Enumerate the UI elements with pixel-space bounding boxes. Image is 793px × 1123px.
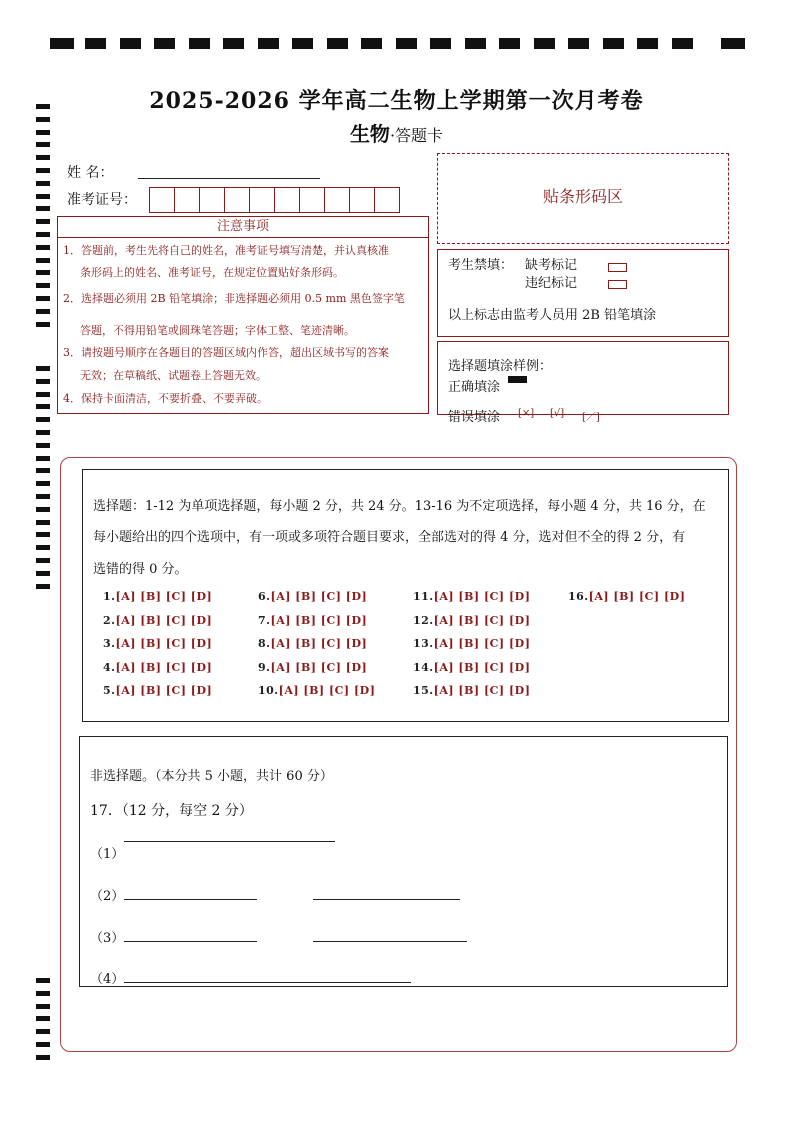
question-number: 13.: [413, 637, 434, 651]
timing-mark-top: [223, 38, 244, 49]
timing-mark-left: [36, 1042, 50, 1047]
exam-id-boxes[interactable]: [150, 187, 400, 213]
answer-options[interactable]: [A] [B] [C] [D]: [115, 684, 213, 698]
top-timing-marks: [50, 38, 745, 50]
exam-id-label: 准考证号：: [67, 192, 137, 208]
timing-mark-top: [292, 38, 313, 49]
timing-mark-top: [189, 38, 210, 49]
choice-question-item[interactable]: [258, 661, 367, 674]
timing-mark-left: [36, 584, 50, 589]
subtitle-dot: ·: [389, 126, 396, 145]
exam-id-digit-box[interactable]: [149, 187, 175, 213]
exam-marks-box: [437, 249, 729, 337]
timing-mark-left: [36, 219, 50, 224]
choice-question-item[interactable]: [413, 590, 530, 603]
choice-instruction-3: 选错的得 0 分。: [93, 562, 188, 577]
choice-question-item[interactable]: [568, 590, 685, 603]
timing-mark-left: [36, 520, 50, 525]
timing-mark-top: [50, 38, 74, 49]
timing-mark-top: [154, 38, 175, 49]
question-number: 1.: [103, 590, 116, 603]
page-title: 2025-2026 学年高二生物上学期第一次月考卷: [149, 88, 644, 114]
question-number: 15.: [413, 684, 434, 698]
timing-mark-left: [36, 545, 50, 550]
timing-mark-left: [36, 417, 50, 422]
page-subtitle: [0, 118, 793, 147]
answer-options[interactable]: [A] [B] [C] [D]: [270, 637, 368, 651]
timing-mark-left: [36, 155, 50, 160]
timing-mark-top: [396, 38, 417, 49]
answer-options[interactable]: [A] [B] [C] [D]: [115, 613, 213, 627]
answer-options[interactable]: [A] [B] [C] [D]: [588, 590, 686, 603]
timing-mark-left: [36, 481, 50, 486]
answer-card-label: 答题卡: [395, 126, 444, 145]
timing-mark-top: [568, 38, 589, 49]
timing-mark-left: [36, 168, 50, 173]
absent-mark-box[interactable]: [608, 263, 627, 272]
correct-fill-sample: [508, 376, 527, 383]
wrong-fill-sample-x: [×]: [518, 408, 535, 419]
choice-question-item[interactable]: [413, 661, 530, 674]
nonchoice-header: 非选择题。（本分共 5 小题，共计 60 分）: [90, 769, 333, 784]
question-number: 6.: [258, 590, 271, 603]
part-1-answer-line[interactable]: [124, 841, 335, 842]
notice-item-4: 4．保持卡面清洁，不要折叠、不要弄破。: [63, 392, 268, 405]
part-4-answer-line[interactable]: [124, 982, 411, 983]
answer-options[interactable]: [A] [B] [C] [D]: [270, 660, 368, 674]
choice-question-item[interactable]: [103, 684, 212, 697]
question-number: 14.: [413, 660, 434, 674]
timing-mark-left: [36, 232, 50, 237]
timing-mark-top: [465, 38, 486, 49]
answer-options[interactable]: [A] [B] [C] [D]: [433, 590, 531, 603]
violation-mark-box[interactable]: [608, 280, 627, 289]
part-3-answer-line-a[interactable]: [124, 941, 257, 942]
timing-mark-top: [361, 38, 382, 49]
choice-question-item[interactable]: [103, 661, 212, 674]
choice-question-item[interactable]: [103, 637, 212, 650]
timing-mark-top: [258, 38, 279, 49]
name-label: 姓 名：: [67, 165, 114, 181]
exam-id-digit-box[interactable]: [174, 187, 200, 213]
exam-id-digit-box[interactable]: [374, 187, 400, 213]
exam-id-digit-box[interactable]: [224, 187, 250, 213]
answer-options[interactable]: [A] [B] [C] [D]: [278, 684, 376, 698]
answer-options[interactable]: [A] [B] [C] [D]: [270, 590, 368, 603]
question-number: 16.: [568, 590, 589, 603]
notice-item-2-cont: 答题，不得用铅笔或圆珠笔答题；字体工整、笔迹清晰。: [80, 324, 355, 337]
timing-mark-left: [36, 366, 50, 371]
timing-mark-left: [36, 430, 50, 435]
timing-mark-left: [36, 1055, 50, 1060]
wrong-fill-label: 错误填涂: [448, 410, 501, 425]
timing-mark-top: [120, 38, 141, 49]
notice-item-1-cont: 条形码上的姓名、准考证号，在规定位置贴好条形码。: [80, 266, 344, 279]
part-3-label: （3）: [90, 931, 125, 946]
part-3-answer-line-b[interactable]: [313, 941, 467, 942]
choice-question-item[interactable]: [258, 637, 367, 650]
timing-mark-left: [36, 443, 50, 448]
timing-mark-left: [36, 532, 50, 537]
timing-mark-left: [36, 1029, 50, 1034]
timing-mark-left: [36, 322, 50, 327]
notice-box: [57, 216, 429, 414]
timing-mark-top: [603, 38, 624, 49]
notice-header: 注意事项: [58, 217, 428, 238]
part-1-label: （1）: [90, 847, 125, 862]
part-4-label: （4）: [90, 972, 125, 987]
timing-mark-left: [36, 494, 50, 499]
part-2-answer-line-a[interactable]: [124, 899, 257, 900]
timing-mark-top: [327, 38, 348, 49]
timing-mark-top: [534, 38, 555, 49]
timing-mark-left: [36, 991, 50, 996]
timing-mark-top: [637, 38, 658, 49]
exam-id-digit-box[interactable]: [299, 187, 325, 213]
timing-mark-left: [36, 194, 50, 199]
answer-options[interactable]: [A] [B] [C] [D]: [433, 660, 531, 674]
timing-mark-left: [36, 558, 50, 563]
subject-label: 生物: [349, 122, 390, 146]
choice-question-item[interactable]: [258, 684, 375, 697]
exam-id-digit-box[interactable]: [249, 187, 275, 213]
absent-label: 缺考标记: [525, 258, 578, 273]
timing-mark-left: [36, 181, 50, 186]
timing-mark-left: [36, 468, 50, 473]
timing-mark-left: [36, 309, 50, 314]
choice-question-item[interactable]: [103, 614, 212, 627]
timing-mark-left: [36, 978, 50, 983]
notice-item-1: 1．答题前，考生先将自己的姓名，准考证号填写清楚，并认真核准: [63, 244, 389, 257]
choice-question-item[interactable]: [103, 590, 212, 603]
notice-item-3-cont: 无效；在草稿纸、试题卷上答题无效。: [80, 369, 267, 382]
nonchoice-section: [79, 736, 728, 987]
question-number: 11.: [413, 590, 434, 603]
answer-options[interactable]: [A] [B] [C] [D]: [115, 660, 213, 674]
part-2-label: （2）: [90, 889, 125, 904]
answer-options[interactable]: [A] [B] [C] [D]: [270, 613, 368, 627]
timing-mark-left: [36, 1004, 50, 1009]
correct-fill-label: 正确填涂: [448, 380, 501, 395]
question-number: 10.: [258, 684, 279, 698]
exam-id-digit-box[interactable]: [324, 187, 350, 213]
marks-note: 以上标志由监考人员用 2B 铅笔填涂: [448, 308, 657, 323]
choice-instruction-1: 选择题：1-12 为单项选择题，每小题 2 分，共 24 分。13-16 为不定项选择，每小题 4 分，共 16 分，在: [93, 499, 706, 514]
timing-mark-top: [672, 38, 693, 49]
answer-options[interactable]: [A] [B] [C] [D]: [115, 637, 213, 651]
timing-mark-left: [36, 392, 50, 397]
answer-options[interactable]: [A] [B] [C] [D]: [115, 590, 213, 603]
exam-id-digit-box[interactable]: [199, 187, 225, 213]
timing-mark-left: [36, 258, 50, 263]
timing-mark-left: [36, 1016, 50, 1021]
choice-section: [82, 469, 729, 722]
name-field[interactable]: [138, 178, 320, 179]
choice-question-item[interactable]: [258, 590, 367, 603]
answer-options[interactable]: [A] [B] [C] [D]: [433, 684, 531, 698]
question-17-label: 17．（12 分，每空 2 分）: [90, 803, 253, 819]
timing-mark-left: [36, 456, 50, 461]
timing-mark-left: [36, 507, 50, 512]
timing-mark-left: [36, 245, 50, 250]
exam-id-digit-box[interactable]: [274, 187, 300, 213]
question-number: 2.: [103, 613, 116, 627]
question-number: 5.: [103, 684, 116, 698]
question-number: 8.: [258, 637, 271, 651]
timing-mark-top: [721, 38, 745, 49]
timing-mark-top: [430, 38, 451, 49]
timing-mark-top: [85, 38, 106, 49]
fill-example-title: 选择题填涂样例：: [448, 359, 553, 374]
fill-example-box: [437, 341, 729, 425]
choice-question-item[interactable]: [258, 614, 367, 627]
timing-mark-left: [36, 379, 50, 384]
question-number: 7.: [258, 613, 271, 627]
notice-item-2: 2．选择题必须用 2B 铅笔填涂；非选择题必须用 0.5 mm 黑色签字笔: [63, 292, 405, 305]
violation-label: 违纪标记: [525, 276, 578, 291]
timing-mark-left: [36, 206, 50, 211]
timing-mark-top: [499, 38, 520, 49]
question-number: 4.: [103, 660, 116, 674]
choice-question-item[interactable]: [413, 614, 530, 627]
timing-mark-left: [36, 571, 50, 576]
choice-question-item[interactable]: [413, 684, 530, 697]
wrong-fill-sample-slash: [／]: [582, 412, 600, 423]
question-number: 9.: [258, 660, 271, 674]
timing-mark-left: [36, 404, 50, 409]
question-number: 12.: [413, 613, 434, 627]
timing-mark-left: [36, 270, 50, 275]
forbidden-label: 考生禁填：: [448, 258, 514, 273]
wrong-fill-sample-check: [√]: [550, 408, 565, 419]
barcode-area: 贴条形码区: [437, 153, 729, 244]
notice-item-3: 3．请按题号顺序在各题目的答题区域内作答，超出区域书写的答案: [63, 346, 389, 359]
choice-question-item[interactable]: [413, 637, 530, 650]
exam-id-digit-box[interactable]: [349, 187, 375, 213]
timing-mark-left: [36, 296, 50, 301]
answer-options[interactable]: [A] [B] [C] [D]: [433, 637, 531, 651]
question-number: 3.: [103, 637, 116, 651]
timing-mark-left: [36, 283, 50, 288]
answer-options[interactable]: [A] [B] [C] [D]: [433, 613, 531, 627]
choice-instruction-2: 每小题给出的四个选项中，有一项或多项符合题目要求，全部选对的得 4 分，选对但不全的得 2 分，有: [93, 530, 686, 545]
part-2-answer-line-b[interactable]: [313, 899, 460, 900]
